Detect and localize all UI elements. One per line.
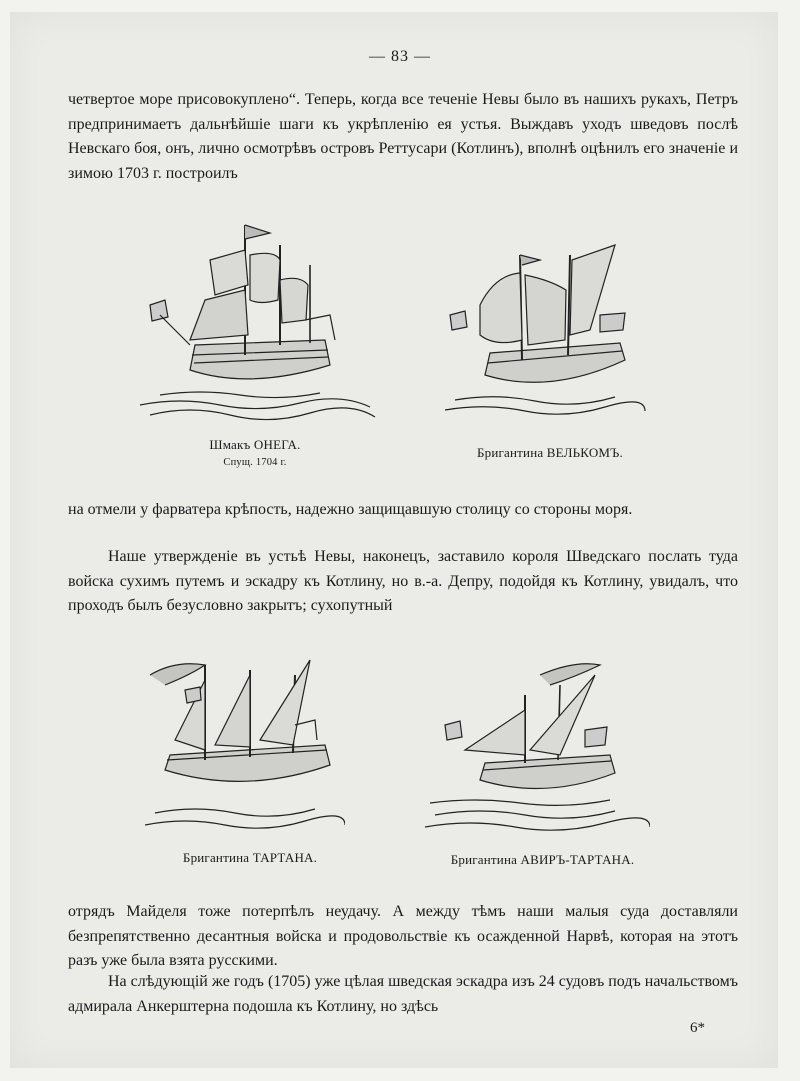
sailing-ship-icon [130, 205, 380, 425]
paragraph-2: на отмели у фарватера крѣпость, надежно защищавшую столицу со стороны моря. [68, 501, 633, 518]
caption-avir-tartana: Бригантина АВИРЪ-ТАРТАНА. [450, 852, 635, 867]
ship-illustration-onega [130, 205, 380, 425]
paragraph-5: На слѣдующій же годъ (1705) уже цѣлая шведская эскадра изъ 24 судовъ подъ начальствомъ адмирала Анкерштерна подошла къ Котлину, но здѣсь [68, 973, 738, 1015]
ship-illustration-tartana [145, 645, 345, 835]
ship-illustration-welcome [440, 235, 650, 420]
page-number: — 83 — [369, 48, 431, 65]
caption-welcome: Бригантина ВЕЛЬКОМЪ. [476, 445, 624, 460]
ship-illustration-avir-tartana [425, 655, 650, 840]
signature-mark: 6* [690, 1020, 705, 1036]
paragraph-1: четвертое море присовокуплено“. Теперь, когда все теченіе Невы было въ нашихъ рукахъ, Петръ предпринимаетъ дальнѣйшіе шаги къ укрѣпленію ея устья. Выждавъ уходъ шведовъ послѣ Невскаго боя, онъ, лично осмотрѣвъ островъ Реттусари (Котлинъ), вполнѣ оцѣнилъ его значеніе и зимою 1703 г. построилъ [68, 91, 738, 182]
caption-onega-title: Шмакъ ОНЕГА. [209, 437, 301, 452]
paragraph-3: Наше утвержденіе въ устьѣ Невы, наконецъ, заставило короля Шведскаго послать туда войска сухимъ путемъ и эскадру къ Котлину, но в.-а. Депру, подойдя къ Котлину, увидалъ, что проходъ былъ безусловно закрытъ; сухопутный [68, 548, 738, 614]
sailing-ship-icon [145, 645, 345, 835]
caption-onega-launch-date: Спущ. 1704 г. [223, 457, 287, 468]
caption-tartana: Бригантина ТАРТАНА. [182, 850, 318, 865]
sailing-ship-icon [440, 235, 650, 420]
sailing-ship-icon [425, 655, 650, 840]
caption-onega [170, 437, 340, 468]
paragraph-4: отрядъ Майделя тоже потерпѣлъ неудачу. А между тѣмъ наши малыя суда доставляли безпрепятственно десантныя войска и продовольствіе къ осажденной Нарвѣ, которая на этотъ разъ уже была взята русскими. [68, 903, 738, 969]
